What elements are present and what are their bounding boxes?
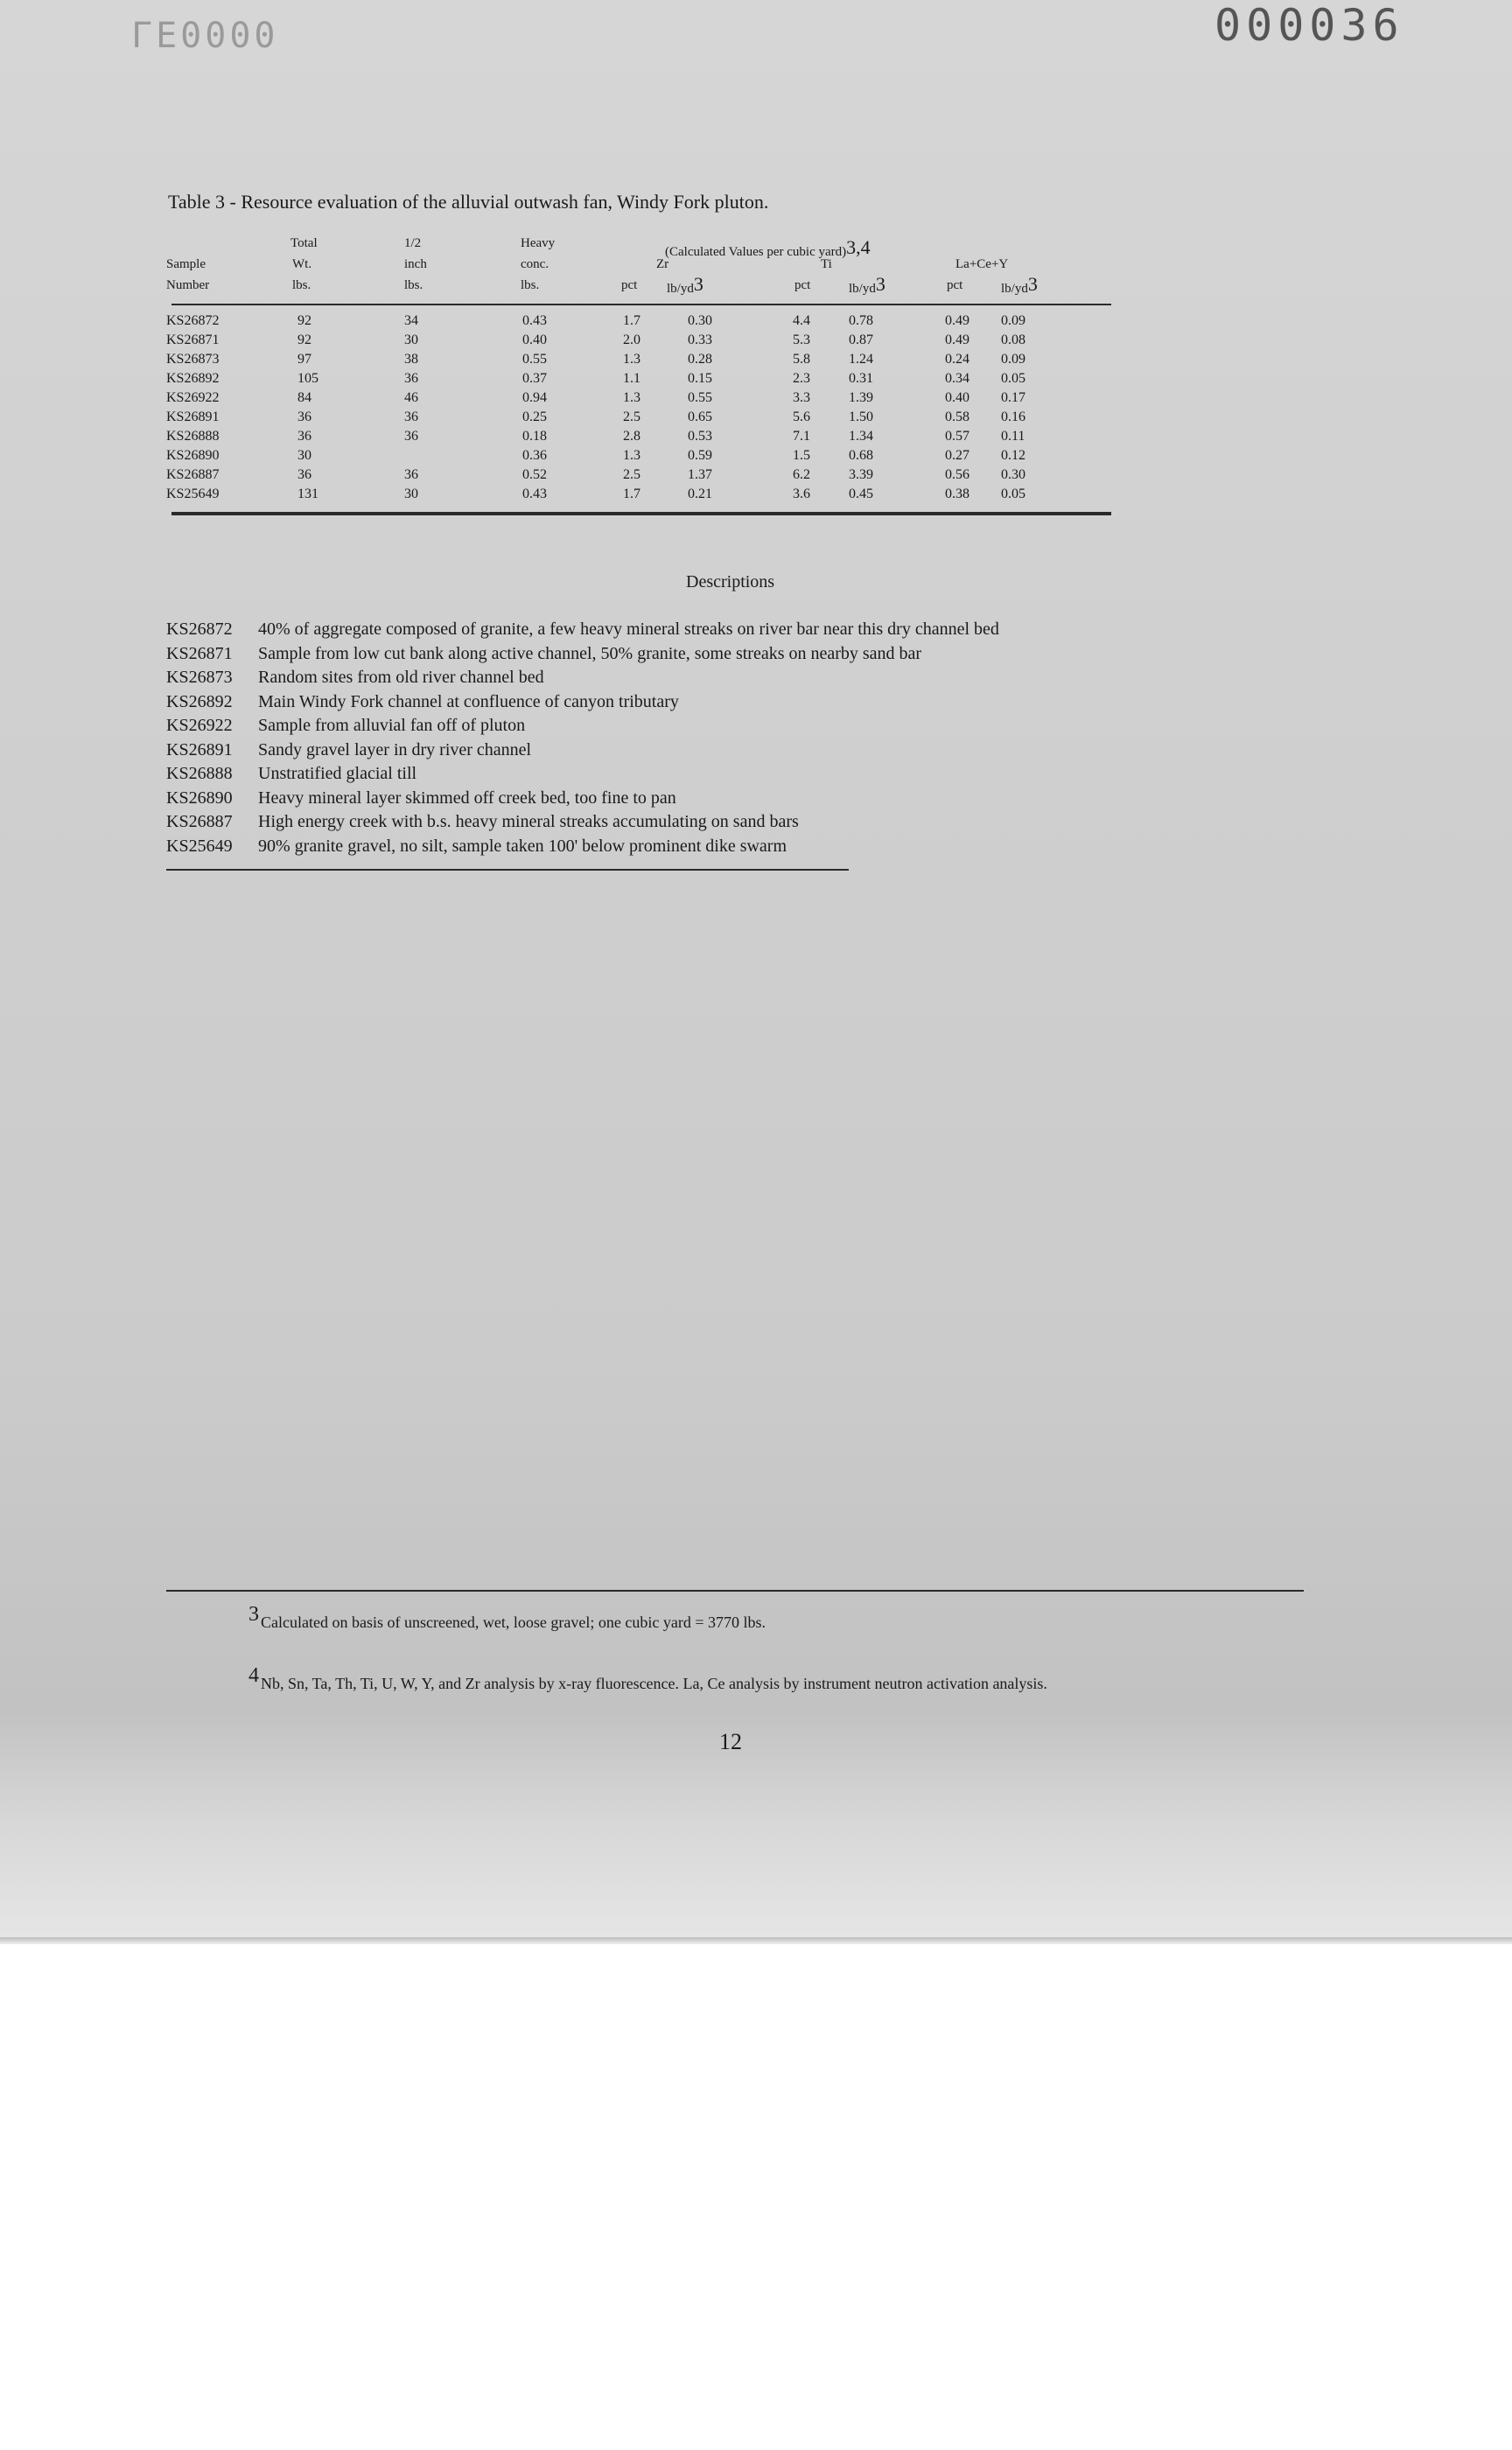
cell-lace-lbyd: 0.17	[1001, 390, 1026, 405]
cell-zr-lbyd: 0.21	[688, 486, 712, 501]
cell-ti-pct: 6.2	[793, 467, 810, 482]
cell-heavy-conc: 0.18	[522, 429, 547, 444]
cell-zr-lbyd: 0.65	[688, 410, 712, 424]
description-text: 90% granite gravel, no silt, sample taken 100' below prominent dike swarm	[258, 836, 788, 856]
description-text: 40% of aggregate composed of granite, a few heavy mineral streaks on river bar near this dry channel bed	[258, 620, 999, 639]
cell-lace-pct: 0.58	[945, 410, 970, 424]
header-lace: La+Ce+Y	[956, 257, 1009, 271]
header-calculated-values: (Calculated Values per cubic yard)$^{3,4}$	[665, 236, 871, 259]
header-half-1: 1/2	[404, 236, 422, 250]
header-total-3: lbs.	[292, 278, 312, 292]
descriptions-title: Descriptions	[686, 572, 775, 592]
description-sample-id: KS25649	[166, 836, 233, 856]
description-text: Unstratified glacial till	[258, 764, 417, 783]
cell-sample-number: KS26872	[166, 313, 220, 328]
cell-ti-pct: 5.6	[793, 410, 810, 424]
cell-lace-lbyd: 0.05	[1001, 486, 1026, 501]
cell-ti-lbyd: 3.39	[849, 467, 873, 482]
cell-heavy-conc: 0.40	[522, 332, 547, 347]
cell-total-wt: 92	[298, 332, 312, 347]
header-lace-pct: pct	[947, 278, 963, 292]
cell-ti-pct: 4.4	[793, 313, 810, 328]
cell-total-wt: 30	[298, 448, 312, 463]
cell-ti-pct: 3.3	[793, 390, 810, 405]
cell-ti-lbyd: 0.87	[849, 332, 873, 347]
cell-ti-pct: 3.6	[793, 486, 810, 501]
cell-zr-lbyd: 0.33	[688, 332, 712, 347]
description-text: Sample from alluvial fan off of pluton	[258, 716, 526, 735]
header-sample-1: Sample	[166, 257, 206, 271]
cell-lace-lbyd: 0.12	[1001, 448, 1026, 463]
cell-ti-lbyd: 1.50	[849, 410, 873, 424]
cell-ti-lbyd: 0.78	[849, 313, 873, 328]
header-heavy-2: conc.	[521, 257, 550, 271]
cell-half-inch: 36	[404, 410, 418, 424]
header-total-2: Wt.	[292, 257, 312, 271]
description-sample-id: KS26892	[166, 691, 233, 711]
header-ti-lbyd: $lb/yd^3$	[849, 273, 886, 296]
header-ti: Ti	[821, 257, 832, 271]
cell-ti-lbyd: 1.39	[849, 390, 873, 405]
cell-total-wt: 97	[298, 352, 312, 367]
cell-ti-pct: 1.5	[793, 448, 810, 463]
cell-total-wt: 92	[298, 313, 312, 328]
cell-zr-pct: 1.3	[623, 390, 640, 405]
footnote-4: 4 Nb, Sn, Ta, Th, Ti, U, W, Y, and Zr analysis by x-ray fluorescence. La, Ce analysis by instrument neutron activation analysis.	[248, 1664, 1047, 1692]
cell-half-inch: 36	[404, 371, 418, 386]
cell-lace-lbyd: 0.11	[1001, 429, 1026, 444]
description-sample-id: KS26891	[166, 739, 233, 760]
header-lace-lbyd: $lb/yd^3$	[1001, 273, 1038, 296]
cell-zr-pct: 1.1	[623, 371, 640, 386]
cell-heavy-conc: 0.43	[522, 486, 547, 501]
cell-ti-pct: 7.1	[793, 429, 810, 444]
header-heavy-1: Heavy	[521, 236, 556, 250]
cell-sample-number: KS26887	[166, 467, 220, 482]
cell-zr-pct: 2.5	[623, 410, 640, 424]
cell-ti-lbyd: 0.68	[849, 448, 873, 463]
archive-stamp-right: 000036	[1214, 0, 1404, 51]
description-text: Heavy mineral layer skimmed off creek bed, too fine to pan	[258, 788, 676, 808]
cell-lace-lbyd: 0.16	[1001, 410, 1026, 424]
cell-ti-pct: 5.8	[793, 352, 810, 367]
cell-ti-pct: 5.3	[793, 332, 810, 347]
cell-zr-pct: 1.7	[623, 313, 640, 328]
cell-total-wt: 36	[298, 467, 312, 482]
cell-zr-lbyd: 0.28	[688, 352, 712, 367]
table-bottom-rule	[172, 512, 1111, 515]
cell-lace-lbyd: 0.30	[1001, 467, 1026, 482]
cell-lace-lbyd: 0.08	[1001, 332, 1026, 347]
cell-sample-number: KS25649	[166, 486, 220, 501]
cell-lace-pct: 0.34	[945, 371, 970, 386]
cell-sample-number: KS26892	[166, 371, 220, 386]
description-sample-id: KS26871	[166, 643, 233, 663]
cell-total-wt: 36	[298, 410, 312, 424]
description-text: High energy creek with b.s. heavy mineral streaks accumulating on sand bars	[258, 812, 799, 831]
cell-heavy-conc: 0.94	[522, 390, 547, 405]
descriptions-rule	[166, 869, 849, 871]
footnote-3: 3 Calculated on basis of unscreened, wet, loose gravel; one cubic yard = 3770 lbs.	[248, 1603, 766, 1631]
cell-lace-pct: 0.40	[945, 390, 970, 405]
header-ti-pct: pct	[794, 278, 811, 292]
page-edge	[0, 1937, 1512, 1944]
cell-zr-pct: 2.8	[623, 429, 640, 444]
cell-half-inch: 46	[404, 390, 418, 405]
cell-sample-number: KS26871	[166, 332, 220, 347]
header-zr: Zr	[656, 257, 669, 271]
cell-lace-pct: 0.24	[945, 352, 970, 367]
cell-heavy-conc: 0.52	[522, 467, 547, 482]
cell-heavy-conc: 0.36	[522, 448, 547, 463]
header-half-2: inch	[404, 257, 427, 271]
cell-lace-lbyd: 0.05	[1001, 371, 1026, 386]
cell-ti-lbyd: 0.45	[849, 486, 873, 501]
cell-zr-pct: 2.0	[623, 332, 640, 347]
cell-half-inch: 38	[404, 352, 418, 367]
cell-ti-lbyd: 1.34	[849, 429, 873, 444]
table-title: Table 3 - Resource evaluation of the alluvial outwash fan, Windy Fork pluton.	[168, 191, 769, 213]
description-sample-id: KS26872	[166, 620, 233, 639]
cell-lace-lbyd: 0.09	[1001, 313, 1026, 328]
header-heavy-3: lbs.	[521, 278, 540, 292]
description-sample-id: KS26887	[166, 812, 233, 831]
cell-total-wt: 36	[298, 429, 312, 444]
description-sample-id: KS26873	[166, 668, 233, 687]
cell-zr-pct: 1.7	[623, 486, 640, 501]
cell-half-inch: 30	[404, 332, 418, 347]
cell-heavy-conc: 0.55	[522, 352, 547, 367]
description-text: Sample from low cut bank along active channel, 50% granite, some streaks on nearby sand bar	[258, 643, 922, 663]
header-total-1: Total	[290, 236, 318, 250]
cell-zr-lbyd: 0.15	[688, 371, 712, 386]
cell-lace-pct: 0.38	[945, 486, 970, 501]
cell-ti-pct: 2.3	[793, 371, 810, 386]
cell-ti-lbyd: 0.31	[849, 371, 873, 386]
description-sample-id: KS26890	[166, 788, 233, 808]
cell-lace-lbyd: 0.09	[1001, 352, 1026, 367]
table-header-rule	[172, 304, 1111, 305]
cell-zr-lbyd: 0.59	[688, 448, 712, 463]
cell-zr-pct: 2.5	[623, 467, 640, 482]
description-text: Main Windy Fork channel at confluence of canyon tributary	[258, 691, 679, 711]
cell-zr-lbyd: 1.37	[688, 467, 712, 482]
footnote-rule	[166, 1590, 1304, 1592]
cell-heavy-conc: 0.25	[522, 410, 547, 424]
header-zr-lbyd: $lb/yd^3$	[667, 273, 704, 296]
cell-heavy-conc: 0.37	[522, 371, 547, 386]
cell-sample-number: KS26888	[166, 429, 220, 444]
cell-zr-lbyd: 0.30	[688, 313, 712, 328]
description-sample-id: KS26922	[166, 716, 233, 735]
cell-total-wt: 105	[298, 371, 318, 386]
archive-stamp-left: ΓΕ0000	[131, 16, 279, 56]
cell-zr-pct: 1.3	[623, 448, 640, 463]
cell-total-wt: 131	[298, 486, 318, 501]
cell-zr-lbyd: 0.55	[688, 390, 712, 405]
description-text: Random sites from old river channel bed	[258, 668, 544, 687]
cell-sample-number: KS26890	[166, 448, 220, 463]
cell-ti-lbyd: 1.24	[849, 352, 873, 367]
cell-lace-pct: 0.56	[945, 467, 970, 482]
cell-lace-pct: 0.49	[945, 332, 970, 347]
cell-half-inch: 36	[404, 429, 418, 444]
cell-lace-pct: 0.27	[945, 448, 970, 463]
cell-half-inch: 36	[404, 467, 418, 482]
header-zr-pct: pct	[621, 278, 638, 292]
cell-zr-pct: 1.3	[623, 352, 640, 367]
cell-sample-number: KS26922	[166, 390, 220, 405]
cell-heavy-conc: 0.43	[522, 313, 547, 328]
header-half-3: lbs.	[404, 278, 424, 292]
description-text: Sandy gravel layer in dry river channel	[258, 739, 532, 760]
cell-sample-number: KS26873	[166, 352, 220, 367]
cell-lace-pct: 0.49	[945, 313, 970, 328]
cell-half-inch: 30	[404, 486, 418, 501]
cell-total-wt: 84	[298, 390, 312, 405]
description-sample-id: KS26888	[166, 764, 233, 783]
cell-lace-pct: 0.57	[945, 429, 970, 444]
page-number: 12	[719, 1729, 742, 1754]
cell-half-inch: 34	[404, 313, 418, 328]
cell-zr-lbyd: 0.53	[688, 429, 712, 444]
cell-sample-number: KS26891	[166, 410, 220, 424]
header-sample-2: Number	[166, 278, 210, 292]
